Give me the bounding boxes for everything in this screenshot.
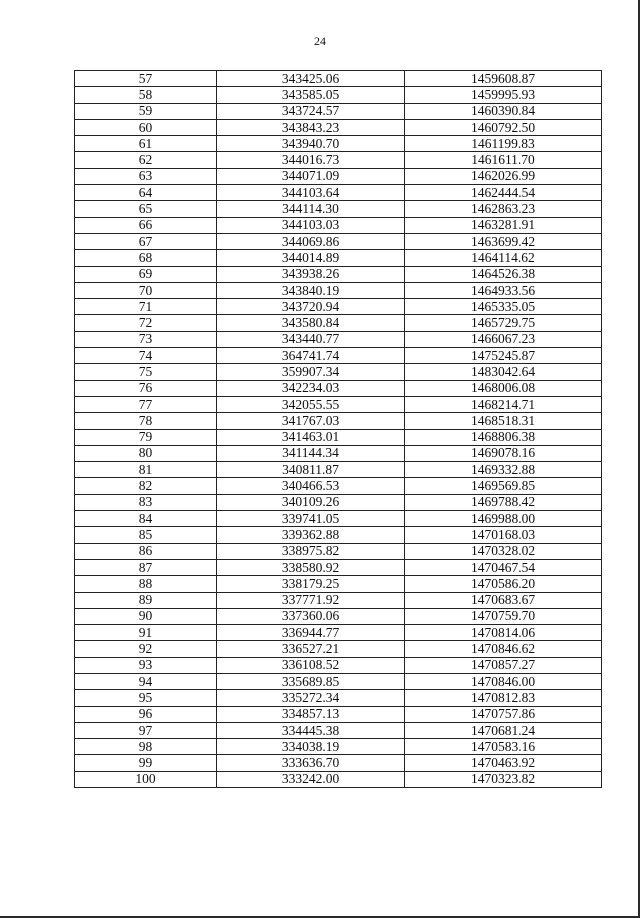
x-coordinate-cell: 343724.57 [217, 103, 405, 119]
x-coordinate-cell: 338580.92 [217, 559, 405, 575]
x-coordinate-cell: 344071.09 [217, 168, 405, 184]
point-number-cell: 80 [75, 445, 217, 461]
point-number-cell: 58 [75, 87, 217, 103]
table-row [75, 494, 602, 510]
x-coordinate-cell: 343938.26 [217, 266, 405, 282]
table-row [75, 641, 602, 657]
x-coordinate-cell: 344014.89 [217, 250, 405, 266]
table-row [75, 592, 602, 608]
y-coordinate-cell: 1470467.54 [405, 559, 602, 575]
table-row [75, 185, 602, 201]
point-number-cell: 79 [75, 429, 217, 445]
y-coordinate-cell: 1475245.87 [405, 348, 602, 364]
y-coordinate-cell: 1469788.42 [405, 494, 602, 510]
y-coordinate-cell: 1470586.20 [405, 576, 602, 592]
y-coordinate-cell: 1470814.06 [405, 625, 602, 641]
x-coordinate-cell: 343585.05 [217, 87, 405, 103]
x-coordinate-cell: 344069.86 [217, 233, 405, 249]
point-number-cell: 67 [75, 233, 217, 249]
point-number-cell: 69 [75, 266, 217, 282]
table-row [75, 87, 602, 103]
point-number-cell: 74 [75, 348, 217, 364]
x-coordinate-cell: 339362.88 [217, 527, 405, 543]
y-coordinate-cell: 1461611.70 [405, 152, 602, 168]
point-number-cell: 62 [75, 152, 217, 168]
table-row [75, 282, 602, 298]
y-coordinate-cell: 1470681.24 [405, 722, 602, 738]
x-coordinate-cell: 364741.74 [217, 348, 405, 364]
y-coordinate-cell: 1460792.50 [405, 119, 602, 135]
table-row [75, 380, 602, 396]
x-coordinate-cell: 337771.92 [217, 592, 405, 608]
y-coordinate-cell: 1470683.67 [405, 592, 602, 608]
point-number-cell: 57 [75, 71, 217, 87]
table-row [75, 152, 602, 168]
x-coordinate-cell: 334038.19 [217, 739, 405, 755]
coordinates-table-body [75, 71, 602, 788]
x-coordinate-cell: 338975.82 [217, 543, 405, 559]
y-coordinate-cell: 1470812.83 [405, 690, 602, 706]
point-number-cell: 77 [75, 396, 217, 412]
y-coordinate-cell: 1462026.99 [405, 168, 602, 184]
point-number-cell: 86 [75, 543, 217, 559]
y-coordinate-cell: 1470323.82 [405, 771, 602, 787]
x-coordinate-cell: 333242.00 [217, 771, 405, 787]
table-row [75, 527, 602, 543]
table-row [75, 739, 602, 755]
x-coordinate-cell: 337360.06 [217, 608, 405, 624]
table-row [75, 266, 602, 282]
y-coordinate-cell: 1462444.54 [405, 185, 602, 201]
table-row [75, 657, 602, 673]
y-coordinate-cell: 1469078.16 [405, 445, 602, 461]
point-number-cell: 92 [75, 641, 217, 657]
x-coordinate-cell: 342055.55 [217, 396, 405, 412]
table-row [75, 576, 602, 592]
y-coordinate-cell: 1464526.38 [405, 266, 602, 282]
point-number-cell: 70 [75, 282, 217, 298]
y-coordinate-cell: 1469332.88 [405, 462, 602, 478]
table-row [75, 462, 602, 478]
table-row [75, 250, 602, 266]
point-number-cell: 65 [75, 201, 217, 217]
table-row [75, 136, 602, 152]
table-row [75, 690, 602, 706]
y-coordinate-cell: 1464114.62 [405, 250, 602, 266]
point-number-cell: 68 [75, 250, 217, 266]
y-coordinate-cell: 1470463.92 [405, 755, 602, 771]
point-number-cell: 97 [75, 722, 217, 738]
point-number-cell: 61 [75, 136, 217, 152]
y-coordinate-cell: 1463699.42 [405, 233, 602, 249]
point-number-cell: 88 [75, 576, 217, 592]
point-number-cell: 96 [75, 706, 217, 722]
point-number-cell: 87 [75, 559, 217, 575]
y-coordinate-cell: 1468806.38 [405, 429, 602, 445]
y-coordinate-cell: 1462863.23 [405, 201, 602, 217]
y-coordinate-cell: 1469988.00 [405, 511, 602, 527]
point-number-cell: 75 [75, 364, 217, 380]
table-row [75, 429, 602, 445]
table-row [75, 168, 602, 184]
x-coordinate-cell: 343580.84 [217, 315, 405, 331]
table-row [75, 755, 602, 771]
y-coordinate-cell: 1468006.08 [405, 380, 602, 396]
y-coordinate-cell: 1464933.56 [405, 282, 602, 298]
x-coordinate-cell: 335272.34 [217, 690, 405, 706]
table-row [75, 315, 602, 331]
point-number-cell: 59 [75, 103, 217, 119]
y-coordinate-cell: 1470759.70 [405, 608, 602, 624]
table-row [75, 201, 602, 217]
y-coordinate-cell: 1459608.87 [405, 71, 602, 87]
y-coordinate-cell: 1470757.86 [405, 706, 602, 722]
point-number-cell: 72 [75, 315, 217, 331]
x-coordinate-cell: 344016.73 [217, 152, 405, 168]
x-coordinate-cell: 344114.30 [217, 201, 405, 217]
y-coordinate-cell: 1470846.62 [405, 641, 602, 657]
point-number-cell: 94 [75, 673, 217, 689]
y-coordinate-cell: 1465335.05 [405, 299, 602, 315]
y-coordinate-cell: 1463281.91 [405, 217, 602, 233]
x-coordinate-cell: 359907.34 [217, 364, 405, 380]
table-row [75, 103, 602, 119]
point-number-cell: 63 [75, 168, 217, 184]
y-coordinate-cell: 1470857.27 [405, 657, 602, 673]
point-number-cell: 64 [75, 185, 217, 201]
y-coordinate-cell: 1468214.71 [405, 396, 602, 412]
x-coordinate-cell: 344103.64 [217, 185, 405, 201]
y-coordinate-cell: 1465729.75 [405, 315, 602, 331]
y-coordinate-cell: 1468518.31 [405, 413, 602, 429]
y-coordinate-cell: 1470846.00 [405, 673, 602, 689]
x-coordinate-cell: 336108.52 [217, 657, 405, 673]
table-row [75, 364, 602, 380]
table-row [75, 478, 602, 494]
x-coordinate-cell: 334857.13 [217, 706, 405, 722]
table-row [75, 119, 602, 135]
x-coordinate-cell: 340109.26 [217, 494, 405, 510]
point-number-cell: 83 [75, 494, 217, 510]
x-coordinate-cell: 339741.05 [217, 511, 405, 527]
point-number-cell: 60 [75, 119, 217, 135]
table-row [75, 559, 602, 575]
table-row [75, 771, 602, 787]
point-number-cell: 85 [75, 527, 217, 543]
point-number-cell: 71 [75, 299, 217, 315]
x-coordinate-cell: 343425.06 [217, 71, 405, 87]
point-number-cell: 91 [75, 625, 217, 641]
x-coordinate-cell: 343440.77 [217, 331, 405, 347]
x-coordinate-cell: 341463.01 [217, 429, 405, 445]
y-coordinate-cell: 1483042.64 [405, 364, 602, 380]
x-coordinate-cell: 336527.21 [217, 641, 405, 657]
x-coordinate-cell: 333636.70 [217, 755, 405, 771]
x-coordinate-cell: 344103.03 [217, 217, 405, 233]
x-coordinate-cell: 336944.77 [217, 625, 405, 641]
table-row [75, 625, 602, 641]
y-coordinate-cell: 1466067.23 [405, 331, 602, 347]
coordinates-table [74, 70, 602, 788]
table-row [75, 348, 602, 364]
table-row [75, 413, 602, 429]
point-number-cell: 89 [75, 592, 217, 608]
table-row [75, 71, 602, 87]
x-coordinate-cell: 343843.23 [217, 119, 405, 135]
table-row [75, 217, 602, 233]
y-coordinate-cell: 1470168.03 [405, 527, 602, 543]
point-number-cell: 82 [75, 478, 217, 494]
point-number-cell: 93 [75, 657, 217, 673]
table-row [75, 543, 602, 559]
table-row [75, 608, 602, 624]
x-coordinate-cell: 341767.03 [217, 413, 405, 429]
point-number-cell: 76 [75, 380, 217, 396]
table-row [75, 299, 602, 315]
point-number-cell: 95 [75, 690, 217, 706]
point-number-cell: 78 [75, 413, 217, 429]
y-coordinate-cell: 1470328.02 [405, 543, 602, 559]
x-coordinate-cell: 340466.53 [217, 478, 405, 494]
table-row [75, 722, 602, 738]
point-number-cell: 81 [75, 462, 217, 478]
x-coordinate-cell: 338179.25 [217, 576, 405, 592]
table-row [75, 706, 602, 722]
table-row [75, 396, 602, 412]
point-number-cell: 99 [75, 755, 217, 771]
x-coordinate-cell: 335689.85 [217, 673, 405, 689]
point-number-cell: 100 [75, 771, 217, 787]
point-number-cell: 98 [75, 739, 217, 755]
y-coordinate-cell: 1460390.84 [405, 103, 602, 119]
table-row [75, 445, 602, 461]
table-row [75, 331, 602, 347]
y-coordinate-cell: 1459995.93 [405, 87, 602, 103]
table-row [75, 511, 602, 527]
table-row [75, 233, 602, 249]
point-number-cell: 84 [75, 511, 217, 527]
point-number-cell: 73 [75, 331, 217, 347]
point-number-cell: 90 [75, 608, 217, 624]
x-coordinate-cell: 342234.03 [217, 380, 405, 396]
x-coordinate-cell: 340811.87 [217, 462, 405, 478]
y-coordinate-cell: 1470583.16 [405, 739, 602, 755]
x-coordinate-cell: 343720.94 [217, 299, 405, 315]
y-coordinate-cell: 1469569.85 [405, 478, 602, 494]
x-coordinate-cell: 343840.19 [217, 282, 405, 298]
x-coordinate-cell: 334445.38 [217, 722, 405, 738]
x-coordinate-cell: 341144.34 [217, 445, 405, 461]
x-coordinate-cell: 343940.70 [217, 136, 405, 152]
table-row [75, 673, 602, 689]
page-number: 24 [314, 34, 326, 48]
point-number-cell: 66 [75, 217, 217, 233]
y-coordinate-cell: 1461199.83 [405, 136, 602, 152]
